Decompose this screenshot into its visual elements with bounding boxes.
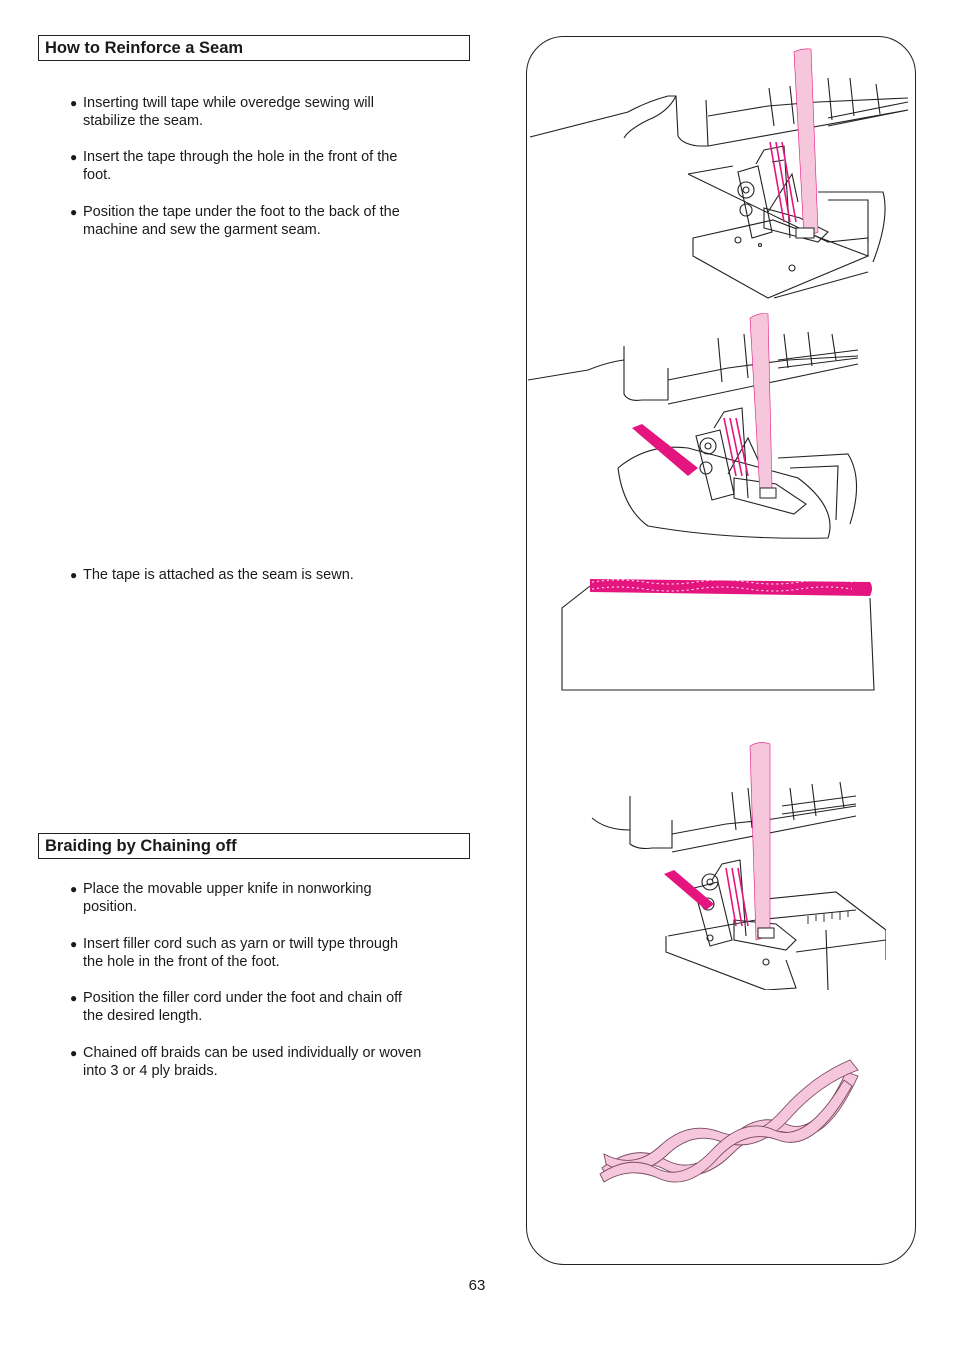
- list-item-text: Insert the tape through the hole in the front of the foot.: [83, 149, 398, 183]
- machine-chaining-cord-icon: [586, 740, 886, 990]
- list-item-text: The tape is attached as the seam is sewn.: [83, 567, 354, 583]
- section-title: How to Reinforce a Seam: [45, 39, 244, 57]
- bullet-icon: ●: [70, 96, 78, 110]
- bullet-icon: ●: [70, 150, 78, 164]
- bullet-icon: ●: [70, 991, 78, 1005]
- list-item: [70, 880, 372, 916]
- bullet-icon: ●: [70, 568, 78, 582]
- list-item: [70, 989, 402, 1025]
- section-title: Braiding by Chaining off: [45, 837, 237, 855]
- list-item-text: Position the filler cord under the foot and chain off the desired length.: [83, 990, 402, 1024]
- list-item: [70, 203, 400, 239]
- list-item-text: Place the movable upper knife in nonworking position.: [83, 881, 372, 915]
- bullet-icon: ●: [70, 205, 78, 219]
- braided-cords-icon: [596, 1050, 876, 1190]
- list-item-text: Insert filler cord such as yarn or twill type through the hole in the front of the foot.: [83, 936, 399, 970]
- list-item-text: Position the tape under the foot to the back of the machine and sew the garment seam.: [83, 204, 400, 238]
- list-item: [70, 935, 398, 971]
- list-item-text: Inserting twill tape while overedge sewing will stabilize the seam.: [83, 95, 374, 129]
- bullet-icon: ●: [70, 882, 78, 896]
- bullet-icon: ●: [70, 1046, 78, 1060]
- list-item: [70, 1044, 421, 1080]
- section-header-braiding: [38, 833, 470, 859]
- list-item: [70, 566, 354, 584]
- bullet-icon: ●: [70, 937, 78, 951]
- section-header-reinforce-seam: [38, 35, 470, 61]
- machine-with-tape-icon: [528, 42, 908, 304]
- finished-seam-icon: [558, 570, 878, 696]
- list-item: [70, 148, 397, 184]
- list-item: [70, 94, 374, 130]
- page-number: 63: [468, 1277, 486, 1294]
- machine-sewing-seam-icon: [528, 308, 908, 548]
- list-item-text: Chained off braids can be used individually or woven into 3 or 4 ply braids.: [83, 1045, 422, 1079]
